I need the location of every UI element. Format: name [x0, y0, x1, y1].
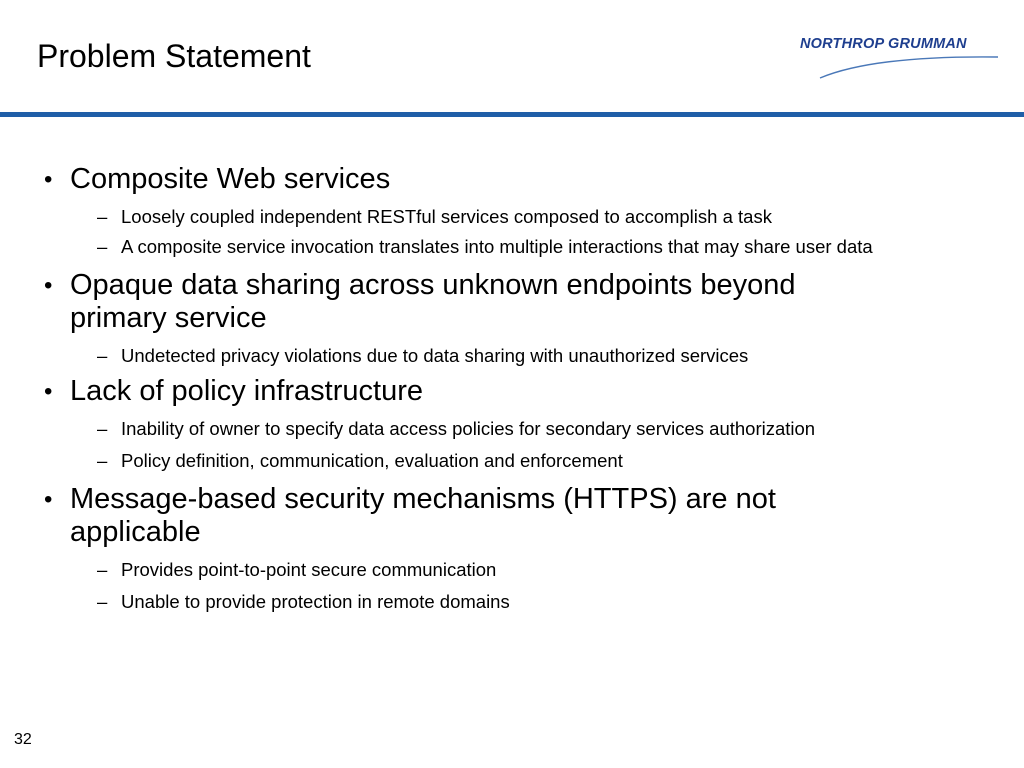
sub-bullet-item: [97, 205, 951, 228]
bullet-text: Opaque data sharing across unknown endpoints beyond primary service: [70, 269, 796, 334]
northrop-grumman-logo: [798, 36, 1000, 84]
sub-bullet-text: Unable to provide protection in remote domains: [121, 591, 510, 612]
bullet-item: [44, 375, 890, 408]
bullet-dot-icon: •: [44, 486, 53, 513]
bullet-text: Message-based security mechanisms (HTTPS) are not applicable: [70, 483, 776, 548]
bullet-dot-icon: •: [44, 272, 53, 299]
title-divider: [0, 112, 1024, 117]
slide-title: Problem Statement: [37, 38, 311, 74]
sub-bullet-text: A composite service invocation translates into multiple interactions that may share user data: [121, 236, 873, 257]
sub-bullet-text: Provides point-to-point secure communication: [121, 559, 497, 580]
bullet-item: [44, 163, 890, 196]
sub-bullet-text: Undetected privacy violations due to data sharing with unauthorized services: [121, 345, 749, 366]
sub-bullet-item: [97, 449, 951, 472]
bullet-dot-icon: •: [44, 166, 53, 193]
bullet-list: [0, 158, 1024, 613]
bullet-item: [44, 269, 890, 335]
dash-icon: –: [97, 591, 108, 612]
sub-bullet-item: [97, 590, 951, 613]
dash-icon: –: [97, 450, 108, 471]
bullet-dot-icon: •: [44, 378, 53, 405]
sub-bullet-text: Loosely coupled independent RESTful services composed to accomplish a task: [121, 206, 772, 227]
logo-swoosh-icon: [798, 36, 1000, 84]
dash-icon: –: [97, 345, 108, 366]
page-number: 32: [14, 731, 32, 748]
bullet-text: Lack of policy infrastructure: [70, 375, 423, 407]
dash-icon: –: [97, 418, 108, 439]
sub-bullet-item: [97, 417, 951, 440]
sub-bullet-item: [97, 558, 951, 581]
dash-icon: –: [97, 559, 108, 580]
dash-icon: –: [97, 206, 108, 227]
bullet-item: [44, 483, 890, 549]
sub-bullet-item: [97, 344, 951, 367]
bullet-text: Composite Web services: [70, 163, 391, 195]
sub-bullet-text: Inability of owner to specify data access policies for secondary services authorization: [121, 418, 816, 439]
sub-bullet-item: [97, 235, 951, 258]
sub-bullet-text: Policy definition, communication, evaluation and enforcement: [121, 450, 623, 471]
logo-text: NORTHROP GRUMMAN: [800, 36, 967, 52]
dash-icon: –: [97, 236, 108, 257]
